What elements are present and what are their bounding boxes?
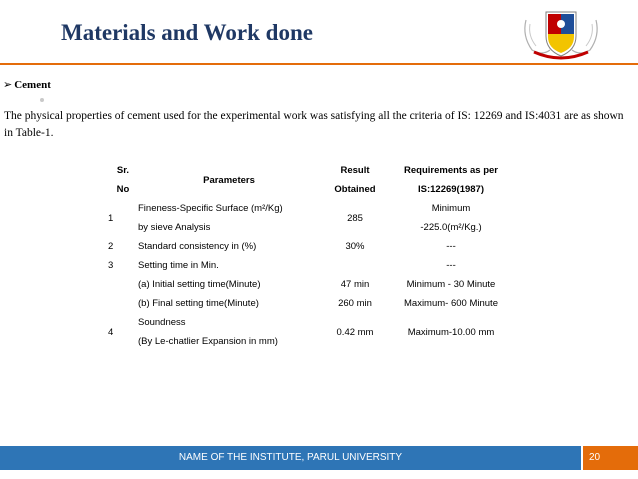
- row-req: Maximum-10.00 mm: [407, 326, 495, 338]
- header-sr-line1: Sr.: [116, 165, 130, 176]
- row-param: (b) Final setting time(Minute): [138, 298, 259, 309]
- cement-properties-table: [104, 161, 512, 351]
- bullet-cement: [3, 78, 51, 91]
- header-requirements: [390, 161, 512, 199]
- row-result: 30%: [345, 241, 365, 252]
- table-row: [104, 237, 512, 256]
- row-param-line2: by sieve Analysis: [138, 222, 211, 233]
- row-req: Maximum- 600 Minute: [404, 298, 498, 309]
- header-result: [320, 161, 390, 199]
- row-sr: 1: [108, 212, 114, 224]
- header-sr: [104, 161, 138, 199]
- row-sr: 2: [108, 241, 114, 252]
- row-result: 260 min: [338, 298, 372, 309]
- row-param: (a) Initial setting time(Minute): [138, 279, 261, 290]
- description-paragraph: The physical properties of cement used for the experimental work was satisfying all the criteria of IS: 12269 and IS:4031 are as shown in Table-1.: [4, 110, 624, 139]
- row-param: [138, 199, 320, 237]
- row-req: Minimum - 30 Minute: [406, 279, 496, 290]
- title-underline: [0, 63, 638, 65]
- table-row: [104, 199, 512, 237]
- header-sr-line2: No: [116, 184, 130, 195]
- university-crest-icon: [520, 6, 602, 62]
- sub-bullet-dot: [40, 98, 44, 102]
- row-sr: 3: [108, 260, 114, 271]
- table-header-row: [104, 161, 512, 199]
- row-sr: [104, 275, 138, 294]
- row-sr: [104, 294, 138, 313]
- table-row: [104, 256, 512, 275]
- bullet-text: Cement: [14, 79, 51, 91]
- header-result-line2: Obtained: [334, 184, 376, 195]
- row-req: ---: [446, 241, 456, 252]
- row-param-line1: Soundness: [138, 317, 186, 328]
- arrow-bullet-icon: ➢: [3, 79, 13, 91]
- table-row: [104, 275, 512, 294]
- row-req: ---: [446, 260, 456, 271]
- header-req-line1: Requirements as per: [404, 165, 498, 176]
- row-req-line1: Minimum: [431, 203, 471, 214]
- row-param: Setting time in Min.: [138, 260, 219, 271]
- row-req: [390, 199, 512, 237]
- row-sr: 4: [108, 326, 114, 338]
- row-param-line2: (By Le-chatlier Expansion in mm): [138, 336, 278, 347]
- row-param: Standard consistency in (%): [138, 241, 257, 252]
- row-req-line2: -225.0(m²/Kg.): [420, 222, 482, 233]
- row-result: 47 min: [340, 279, 370, 290]
- footer-institute-name: NAME OF THE INSTITUTE, PARUL UNIVERSITY: [178, 452, 403, 463]
- row-param-line1: Fineness-Specific Surface (m²/Kg): [138, 203, 283, 214]
- header-req-line2: IS:12269(1987): [417, 184, 485, 195]
- row-result: 0.42 mm: [336, 326, 374, 338]
- header-result-line1: Result: [340, 165, 370, 176]
- table-row: [104, 294, 512, 313]
- page-number: 20: [589, 452, 601, 463]
- header-parameters: Parameters: [203, 174, 255, 186]
- slide-title: Materials and Work done: [61, 20, 313, 45]
- table-row: [104, 313, 512, 351]
- row-param: [138, 313, 320, 351]
- row-result: [320, 256, 390, 275]
- row-result: 285: [347, 212, 363, 224]
